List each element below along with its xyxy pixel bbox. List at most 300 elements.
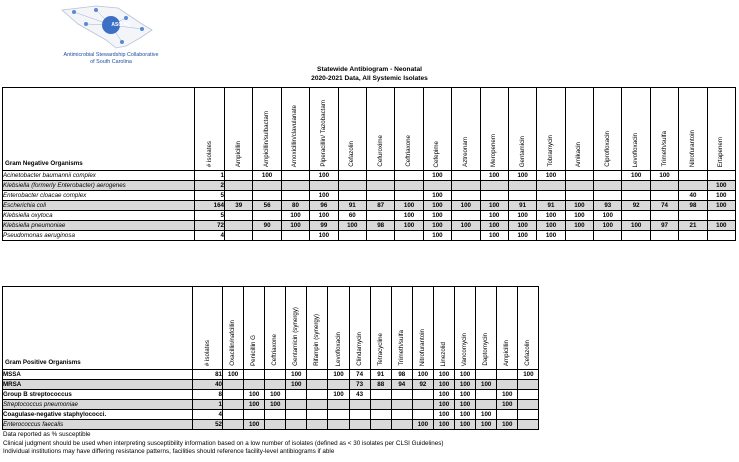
antibiotic-name: Tobramycin [546,135,554,167]
susceptibility-cell [307,390,328,400]
susceptibility-cell [565,171,593,181]
susceptibility-cell: 100 [223,370,244,380]
susceptibility-cell: 100 [433,400,454,410]
susceptibility-cell [518,420,539,430]
susceptibility-cell [679,181,707,191]
susceptibility-cell: 100 [253,171,281,181]
susceptibility-cell: 40 [679,191,707,201]
isolate-count: 2 [195,181,225,191]
organism-name: MRSA [3,380,193,390]
antibiotic-name: Linezolid [439,341,447,366]
susceptibility-cell [366,181,394,191]
susceptibility-cell: 80 [281,201,309,211]
susceptibility-cell [310,181,338,191]
susceptibility-cell: 100 [412,370,433,380]
susceptibility-cell: 60 [338,211,366,221]
isolate-count: 4 [195,231,225,241]
susceptibility-cell: 98 [679,201,707,211]
organism-name: Klebsiella (formerly Enterobacter) aerogenes [3,181,195,191]
note-clinical-judgment: Clinical judgment should be used when interpreting susceptibility information based on a low number of isolates (defined as < 30 isolates per CLSI Guidelines) [3,439,444,447]
susceptibility-cell [328,380,349,390]
susceptibility-cell [594,171,622,181]
susceptibility-cell: 87 [366,201,394,211]
susceptibility-cell: 100 [455,400,476,410]
antibiotic-name: Penicillin G [250,335,258,366]
susceptibility-cell [281,231,309,241]
susceptibility-cell [349,400,370,410]
isolate-count: 1 [193,400,223,410]
susceptibility-cell [622,181,650,191]
susceptibility-cell [265,370,286,380]
susceptibility-cell: 100 [537,231,565,241]
report-title: Statewide Antibiogram - Neonatal [317,66,422,73]
antibiotic-column-header [391,287,412,370]
susceptibility-cell [225,211,253,221]
susceptibility-cell [707,211,735,221]
antibiotic-column-header [622,88,650,171]
susceptibility-cell [225,191,253,201]
susceptibility-cell [307,400,328,410]
antibiotic-name: Amikacin [575,141,583,167]
susceptibility-cell: 92 [412,380,433,390]
susceptibility-cell: 100 [565,201,593,211]
susceptibility-cell: 56 [253,201,281,211]
susceptibility-cell [452,231,480,241]
table-row [3,231,736,241]
organism-name: Coagulase-negative staphylococci. [3,410,193,420]
susceptibility-cell: 100 [455,390,476,400]
susceptibility-cell: 100 [480,231,508,241]
susceptibility-cell [650,191,678,201]
susceptibility-cell [253,181,281,191]
antibiotic-column-header [518,287,539,370]
susceptibility-cell [328,400,349,410]
table-row [3,400,539,410]
isolate-count: 164 [195,201,225,211]
antibiotic-name: Cefepime [433,140,441,167]
susceptibility-cell: 100 [622,171,650,181]
susceptibility-cell [225,231,253,241]
susceptibility-cell: 100 [508,231,536,241]
susceptibility-cell: 100 [244,420,265,430]
organism-column-header: Gram Negative Organisms [3,88,195,171]
antibiotic-name: Ertapenem [717,136,725,167]
isolate-count: 40 [193,380,223,390]
logo-badge: ASC-SC [111,22,131,28]
org-name-line2: of South Carolina [90,58,132,65]
susceptibility-cell [349,420,370,430]
antibiotic-column-header [307,287,328,370]
susceptibility-cell [307,370,328,380]
susceptibility-cell: 100 [433,410,454,420]
organism-name: Klebsiella oxytoca [3,211,195,221]
susceptibility-cell: 100 [310,211,338,221]
susceptibility-cell [223,380,244,390]
susceptibility-cell [370,400,391,410]
susceptibility-cell [707,231,735,241]
antibiotic-column-header [537,88,565,171]
table-row [3,370,539,380]
table-row [3,390,539,400]
susceptibility-cell [518,380,539,390]
antibiotic-column-header [265,287,286,370]
susceptibility-cell: 100 [518,370,539,380]
susceptibility-cell [366,231,394,241]
susceptibility-cell [253,211,281,221]
susceptibility-cell [650,211,678,221]
susceptibility-cell: 100 [265,400,286,410]
organism-name: Group B streptococcus [3,390,193,400]
susceptibility-cell: 100 [244,400,265,410]
gram-negative-table [2,87,736,241]
antibiotic-name: Cefazolin [524,340,532,366]
susceptibility-cell: 100 [508,221,536,231]
susceptibility-cell: 100 [476,380,497,390]
susceptibility-cell: 100 [497,420,518,430]
antibiotic-column-header [223,287,244,370]
susceptibility-cell [338,181,366,191]
susceptibility-cell [476,370,497,380]
susceptibility-cell: 100 [594,221,622,231]
antibiotic-column-header [338,88,366,171]
susceptibility-cell [223,400,244,410]
antibiotic-column-header [508,88,536,171]
susceptibility-cell [366,211,394,221]
antibiotic-column-header [452,88,480,171]
table-row [3,211,736,221]
antibiotic-column-header [281,88,309,171]
susceptibility-cell: 91 [537,201,565,211]
susceptibility-cell [391,400,412,410]
susceptibility-cell [391,410,412,420]
susceptibility-cell [622,211,650,221]
antibiotic-column-header [412,287,433,370]
antibiotic-column-header [679,88,707,171]
susceptibility-cell: 93 [594,201,622,211]
isolate-count: 52 [193,420,223,430]
susceptibility-cell: 91 [508,201,536,211]
susceptibility-cell: 100 [707,191,735,201]
susceptibility-cell: 100 [310,231,338,241]
susceptibility-cell: 100 [480,211,508,221]
susceptibility-cell: 100 [433,420,454,430]
susceptibility-cell [622,191,650,201]
antibiotic-name: Levofloxacin [632,132,640,167]
susceptibility-cell [225,171,253,181]
isolates-column-header [195,88,225,171]
susceptibility-cell: 39 [225,201,253,211]
susceptibility-cell: 100 [452,221,480,231]
susceptibility-cell [370,420,391,430]
susceptibility-cell: 98 [366,221,394,231]
antibiotic-name: Ampicillin/sulbactam [263,110,271,167]
susceptibility-cell [253,231,281,241]
organism-name: Klebsiella pneumoniae [3,221,195,231]
antibiotic-name: Amoxicillin/clavulanate [291,104,299,167]
table-row [3,181,736,191]
susceptibility-cell: 100 [455,370,476,380]
susceptibility-cell: 100 [433,390,454,400]
antibiotic-column-header [225,88,253,171]
isolate-count: 4 [193,410,223,420]
susceptibility-cell: 100 [537,171,565,181]
antibiotic-name: Ampicillin [503,339,511,366]
susceptibility-cell: 100 [707,201,735,211]
org-name-line1: Antimicrobial Stewardship Collaborative [63,52,159,58]
antibiotic-name: Trimeth/sulfa [397,330,405,366]
susceptibility-cell [223,390,244,400]
antibiotic-name: Aztreonam [461,137,469,167]
susceptibility-cell [253,191,281,201]
isolate-count: 81 [193,370,223,380]
antibiotic-column-header [253,88,281,171]
susceptibility-cell [650,231,678,241]
antibiotic-name: Ceftriaxone [405,135,413,167]
susceptibility-cell: 100 [395,201,423,211]
organism-name: MSSA [3,370,193,380]
susceptibility-cell: 96 [310,201,338,211]
susceptibility-cell [395,181,423,191]
organism-name: Enterobacter cloacae complex [3,191,195,201]
susceptibility-cell: 74 [650,201,678,211]
susceptibility-cell [452,211,480,221]
antibiotic-name: Oxacillin/nafcillin [229,320,237,366]
susceptibility-cell [391,420,412,430]
susceptibility-cell: 100 [433,380,454,390]
susceptibility-cell [497,370,518,380]
susceptibility-cell [286,390,307,400]
susceptibility-cell: 100 [476,410,497,420]
antibiotic-column-header [476,287,497,370]
antibiotic-name: Gentamicin [518,135,526,167]
antibiotic-column-header [455,287,476,370]
susceptibility-cell [395,231,423,241]
susceptibility-cell: 99 [310,221,338,231]
susceptibility-cell: 100 [338,221,366,231]
susceptibility-cell [286,410,307,420]
susceptibility-cell: 100 [423,191,451,201]
antibiotic-column-header [328,287,349,370]
susceptibility-cell: 91 [370,370,391,380]
susceptibility-cell: 100 [281,211,309,221]
susceptibility-cell: 100 [622,221,650,231]
susceptibility-cell [370,390,391,400]
organism-name: Enterococcus faecalis [3,420,193,430]
susceptibility-cell: 100 [286,370,307,380]
susceptibility-cell: 100 [650,171,678,181]
antibiotic-column-header [497,287,518,370]
susceptibility-cell: 100 [565,211,593,221]
susceptibility-cell [565,191,593,201]
susceptibility-cell: 100 [480,221,508,231]
organism-name: Acinetobacter baumannii complex [3,171,195,181]
susceptibility-cell [286,400,307,410]
susceptibility-cell [508,181,536,191]
susceptibility-cell: 100 [395,211,423,221]
isolates-label: # isolates [205,140,213,167]
susceptibility-cell [223,420,244,430]
susceptibility-cell [370,410,391,420]
susceptibility-cell: 92 [622,201,650,211]
susceptibility-cell: 100 [455,420,476,430]
susceptibility-cell: 100 [395,221,423,231]
susceptibility-cell [679,211,707,221]
susceptibility-cell [265,410,286,420]
antibiotic-column-header [370,287,391,370]
antibiotic-column-header [707,88,735,171]
antibiotic-name: Rifampin (synergy) [313,314,321,366]
susceptibility-cell: 100 [594,211,622,221]
antibiotic-column-header [480,88,508,171]
antibiotic-column-header [349,287,370,370]
table-row [3,191,736,201]
organism-column-header: Gram Positive Organisms [3,287,193,370]
susceptibility-cell [518,410,539,420]
susceptibility-cell [307,410,328,420]
susceptibility-cell [497,410,518,420]
susceptibility-cell [395,191,423,201]
susceptibility-cell [508,191,536,201]
organism-name: Pseudomonas aeruginosa [3,231,195,241]
susceptibility-cell: 100 [452,201,480,211]
susceptibility-cell [423,181,451,191]
susceptibility-cell [679,231,707,241]
antibiotic-column-header [565,88,593,171]
susceptibility-cell [265,420,286,430]
susceptibility-cell: 100 [281,221,309,231]
susceptibility-cell [281,181,309,191]
antibiotic-name: Ceftriaxone [271,334,279,366]
susceptibility-cell [244,410,265,420]
susceptibility-cell: 100 [497,390,518,400]
susceptibility-cell [286,420,307,430]
table-row [3,420,539,430]
susceptibility-cell [452,181,480,191]
susceptibility-cell: 100 [328,390,349,400]
isolate-count: 5 [195,211,225,221]
isolate-count: 72 [195,221,225,231]
susceptibility-cell [518,390,539,400]
antibiotic-name: Levofloxacin [334,331,342,366]
susceptibility-cell [565,231,593,241]
susceptibility-cell [480,191,508,201]
susceptibility-cell: 100 [455,380,476,390]
antibiotic-column-header [423,88,451,171]
susceptibility-cell: 100 [310,171,338,181]
antibiotic-name: Daptomycin [482,333,490,366]
susceptibility-cell: 100 [423,231,451,241]
susceptibility-cell [395,171,423,181]
susceptibility-cell: 43 [349,390,370,400]
susceptibility-cell [244,370,265,380]
antibiotic-column-header [650,88,678,171]
susceptibility-cell: 100 [508,171,536,181]
susceptibility-cell: 100 [423,201,451,211]
note-institutions: Individual institutions may have differing resistance patterns, facilities should reference facility-level antibiograms if able [3,448,335,456]
susceptibility-cell: 94 [391,380,412,390]
susceptibility-cell: 100 [286,380,307,390]
susceptibility-cell: 100 [455,410,476,420]
susceptibility-cell: 100 [265,390,286,400]
report-subtitle: 2020-2021 Data, All Systemic Isolates [311,75,428,82]
susceptibility-cell [452,171,480,181]
antibiotic-name: Meropenem [490,133,498,167]
isolates-label: # isolates [203,339,211,366]
susceptibility-cell: 100 [412,420,433,430]
antibiotic-name: Cefuroxime [376,135,384,167]
isolate-count: 1 [195,171,225,181]
susceptibility-cell [412,410,433,420]
susceptibility-cell: 100 [707,221,735,231]
susceptibility-cell [650,181,678,191]
susceptibility-cell [412,400,433,410]
susceptibility-cell: 100 [244,390,265,400]
susceptibility-cell [265,380,286,390]
susceptibility-cell [328,410,349,420]
susceptibility-cell: 88 [370,380,391,390]
antibiotic-column-header [433,287,454,370]
susceptibility-cell [518,400,539,410]
susceptibility-cell [452,191,480,201]
susceptibility-cell: 98 [391,370,412,380]
susceptibility-cell: 100 [328,370,349,380]
susceptibility-cell [594,191,622,201]
susceptibility-cell [307,420,328,430]
table-row [3,221,736,231]
susceptibility-cell [366,191,394,201]
susceptibility-cell: 90 [253,221,281,231]
table-row [3,380,539,390]
antibiotic-name: Nitrofurantoin [688,129,696,167]
antibiotic-column-header [310,88,338,171]
isolate-count: 5 [195,191,225,201]
susceptibility-cell [476,390,497,400]
isolate-count: 8 [193,390,223,400]
antibiotic-name: Gentamicin (synergy) [292,307,300,366]
antibiotic-name: Clindamycin [355,332,363,366]
organism-name: Streptococcus pneumoniae [3,400,193,410]
organism-name: Escherichia coli [3,201,195,211]
note-units: Data reported as % susceptible [3,431,91,438]
antibiotic-column-header [286,287,307,370]
antibiotic-name: Cefazolin [348,141,356,167]
susceptibility-cell [391,390,412,400]
antibiotic-name: Trimeth/sulfa [660,131,668,167]
table-row [3,171,736,181]
susceptibility-cell: 100 [480,171,508,181]
susceptibility-cell [349,410,370,420]
collaborative-logo [36,2,159,68]
table-row [3,410,539,420]
antibiotic-name: Vancomycin [461,332,469,366]
susceptibility-cell [594,231,622,241]
isolates-column-header [193,287,223,370]
susceptibility-cell: 100 [310,191,338,201]
gram-positive-table [2,286,539,430]
susceptibility-cell [537,191,565,201]
susceptibility-cell [281,191,309,201]
susceptibility-cell [707,171,735,181]
susceptibility-cell [281,171,309,181]
susceptibility-cell: 100 [476,420,497,430]
susceptibility-cell: 97 [650,221,678,231]
antibiotic-column-header [244,287,265,370]
antibiotic-column-header [366,88,394,171]
susceptibility-cell: 100 [480,201,508,211]
susceptibility-cell: 100 [508,211,536,221]
susceptibility-cell: 73 [349,380,370,390]
susceptibility-cell [622,231,650,241]
